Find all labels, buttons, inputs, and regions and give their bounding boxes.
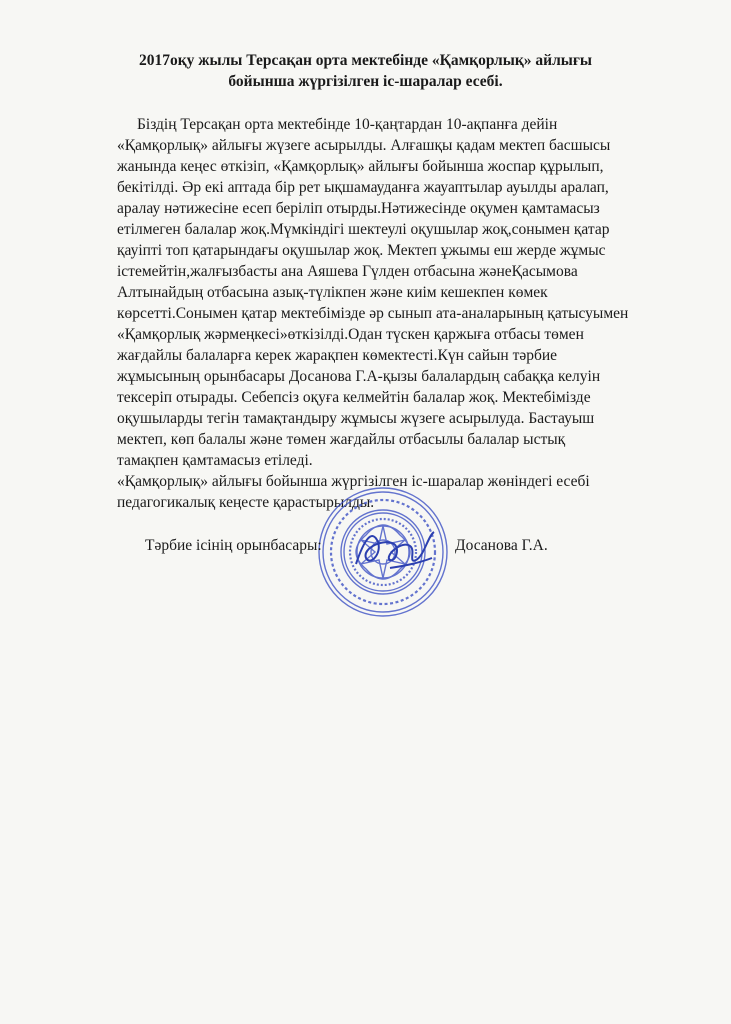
body-line: тамақпен қамтамасыз етіледі.	[117, 452, 313, 469]
body-line: мектеп, көп балалы және төмен жағдайлы отбасылы балалар ыстық	[117, 431, 566, 448]
body-line: жұмысының орынбасары Досанова Г.А-қызы балалардың сабаққа келуін	[117, 368, 601, 385]
body-line: «Қамқорлық жәрмеңкесі»өткізілді.Одан түскен қаржыға отбасы төмен	[117, 326, 584, 343]
body-line: аралау нәтижесіне есеп беріліп отырды.Нәтижесінде оқумен қамтамасыз	[117, 200, 600, 217]
title-line-1: 2017оқу жылы Терсақан орта мектебінде «Қамқорлық» айлығы	[138, 52, 593, 69]
body-line: Алтынайдың отбасына азық-түлікпен және киім кешекпен көмек	[117, 284, 548, 301]
document-title	[100, 50, 631, 92]
title-line-2: бойынша жүргізілген іс-шаралар есебі.	[228, 73, 503, 90]
body-line: Біздің Терсақан орта мектебінде 10-қаңтардан 10-ақпанға дейін	[137, 116, 558, 133]
body-line: оқушыларды тегін тамақтандыру жұмысы жүзеге асырылуда. Бастауыш	[117, 410, 595, 427]
document-body	[117, 114, 629, 513]
body-line: тексеріп отырады. Себепсіз оқуға келмейтін балалар жоқ. Мектебімізде	[117, 389, 591, 406]
signature-block	[0, 537, 731, 561]
body-line: «Қамқорлық» айлығы бойынша жүргізілген іс-шаралар жөніндегі есебі	[117, 473, 590, 490]
body-line: жанында кеңес өткізіп, «Қамқорлық» айлығы бойынша жоспар құрылып,	[117, 158, 604, 175]
body-line: педагогикалық кеңесте қарастырылды.	[117, 494, 375, 511]
body-line: жағдайлы балаларға керек жарақпен көмектесті.Күн сайын тәрбие	[117, 347, 558, 364]
body-line: бекітілді. Әр екі аптада бір рет ықшамауданға жауаптылар ауылды аралап,	[117, 179, 609, 196]
signatory-role: Тәрбие ісінің орынбасары:	[145, 537, 322, 554]
body-line: «Қамқорлық» айлығы жүзеге асырылды. Алғашқы қадам мектеп басшысы	[117, 137, 611, 154]
body-line: етілмеген балалар жоқ.Мүмкіндігі шектеулі оқушылар жоқ,сонымен қатар	[117, 221, 610, 238]
body-line: істемейтін,жалғызбасты ана Аяшева Гүлден отбасына жәнеҚасымова	[117, 263, 578, 280]
body-line: қауіпті топ қатарындағы оқушылар жоқ. Мектеп ұжымы еш жерде жұмыс	[117, 242, 606, 259]
body-line: көрсетті.Сонымен қатар мектебімізде әр сынып ата-аналарының қатысуымен	[117, 305, 629, 322]
signatory-name: Досанова Г.А.	[455, 537, 548, 554]
